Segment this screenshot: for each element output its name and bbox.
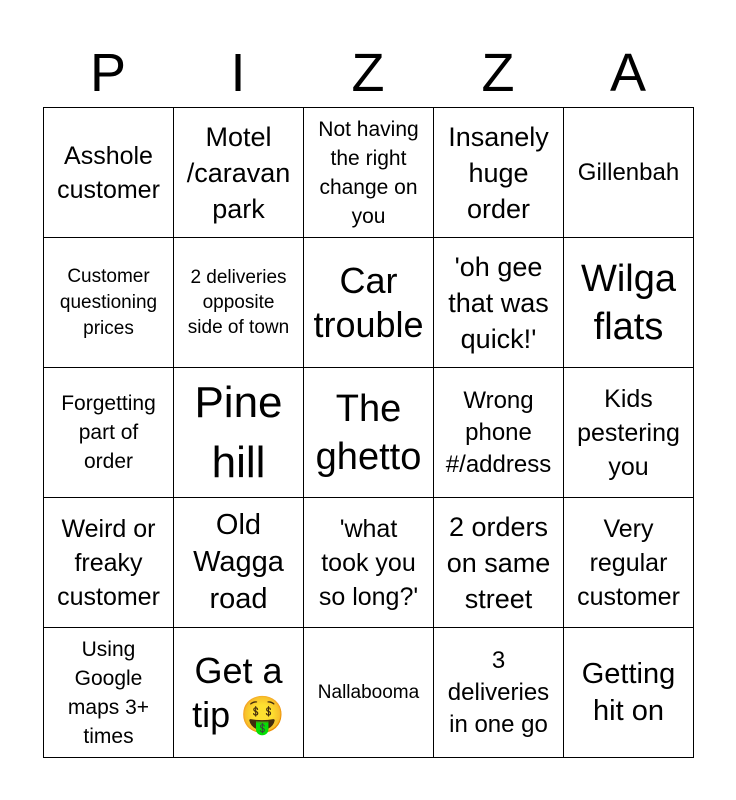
cell-text: Kids pestering you — [577, 384, 680, 481]
bingo-cell[interactable] — [44, 498, 174, 628]
header-letter-p: P — [89, 43, 127, 103]
bingo-cell[interactable] — [564, 108, 694, 238]
cell-text: Insanely huge order — [448, 121, 549, 224]
bingo-cell[interactable] — [304, 108, 434, 238]
bingo-cell[interactable] — [304, 368, 434, 498]
cell-text: Car trouble — [313, 259, 424, 345]
bingo-cell[interactable] — [434, 108, 564, 238]
bingo-cell[interactable] — [44, 238, 174, 368]
cell-text: 3 deliveries in one go — [447, 646, 550, 738]
bingo-cell[interactable] — [564, 628, 694, 758]
cell-text: Wrong phone #/address — [445, 386, 552, 478]
bingo-board — [43, 107, 694, 758]
header-letter-i: I — [230, 43, 246, 103]
cell-text: Get a tip 🤑 — [192, 649, 285, 735]
bingo-header — [43, 40, 693, 108]
bingo-cell[interactable] — [174, 498, 304, 628]
cell-text: Weird or freaky customer — [57, 514, 160, 611]
cell-text: Getting hit on — [581, 657, 676, 727]
cell-text: Pine hill — [194, 377, 283, 487]
cell-text: Motel /caravan park — [186, 121, 291, 224]
bingo-cell[interactable] — [434, 498, 564, 628]
cell-text: The ghetto — [315, 387, 422, 478]
bingo-cell[interactable] — [174, 628, 304, 758]
bingo-cell[interactable] — [44, 628, 174, 758]
cell-text: Old Wagga road — [193, 509, 284, 615]
bingo-cell[interactable] — [174, 368, 304, 498]
cell-text: Using Google maps 3+ times — [67, 637, 150, 748]
bingo-cell[interactable] — [564, 368, 694, 498]
bingo-cell[interactable] — [564, 498, 694, 628]
bingo-cell[interactable] — [44, 108, 174, 238]
bingo-cell[interactable] — [304, 628, 434, 758]
cell-text: Very regular customer — [577, 514, 680, 611]
header-letter-z2: Z — [481, 43, 515, 103]
header-letter-a: A — [609, 43, 647, 103]
cell-text: Nallabooma — [317, 682, 420, 703]
cell-text: 'oh gee that was quick!' — [448, 251, 549, 354]
cell-text: 'what took you so long?' — [318, 514, 419, 611]
bingo-cell[interactable] — [434, 628, 564, 758]
cell-text: Not having the right change on you — [318, 117, 419, 228]
cell-text: 2 orders on same street — [446, 511, 551, 614]
bingo-cell[interactable] — [434, 238, 564, 368]
cell-text: Customer questioning prices — [59, 265, 158, 339]
bingo-cell[interactable] — [174, 108, 304, 238]
cell-text: Wilga flats — [580, 257, 677, 348]
cell-text: Asshole customer — [57, 141, 160, 204]
bingo-cell[interactable] — [304, 238, 434, 368]
cell-text: Gillenbah — [577, 158, 680, 186]
bingo-cell[interactable] — [304, 498, 434, 628]
bingo-cell[interactable] — [434, 368, 564, 498]
cell-text: 2 deliveries opposite side of town — [187, 267, 290, 338]
bingo-cell[interactable] — [174, 238, 304, 368]
cell-text: Forgetting part of order — [61, 392, 156, 473]
header-letter-z1: Z — [351, 43, 385, 103]
bingo-cell[interactable] — [44, 368, 174, 498]
bingo-cell[interactable] — [564, 238, 694, 368]
